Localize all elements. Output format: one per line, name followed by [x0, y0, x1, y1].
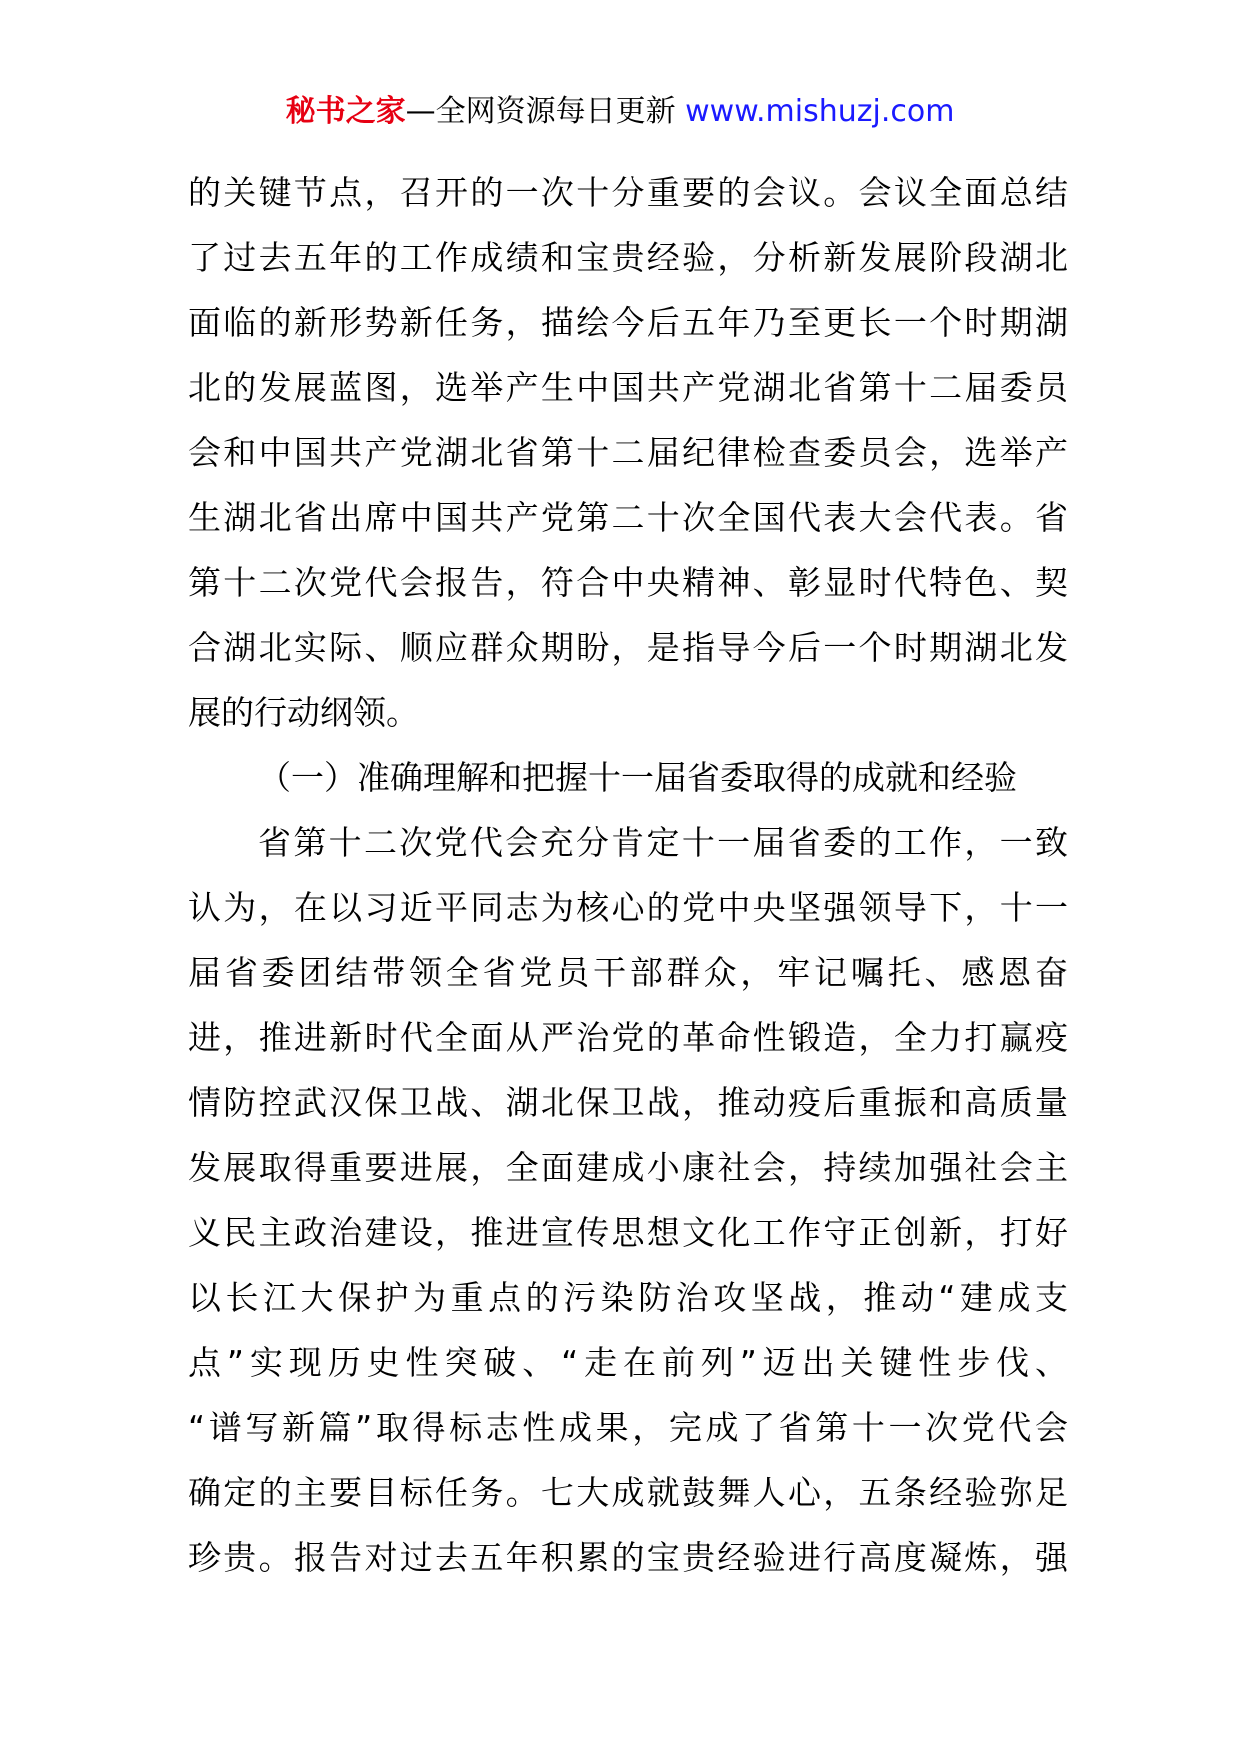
- text-line: 进，推进新时代全面从严治党的革命性锻造，全力打赢疫: [188, 1018, 1068, 1057]
- text-line: 点”实现历史性突破、“走在前列”迈出关键性步伐、: [188, 1343, 1068, 1382]
- text-line: 合湖北实际、顺应群众期盼，是指导今后一个时期湖北发: [188, 628, 1068, 667]
- text-line: 会和中国共产党湖北省第十二届纪律检查委员会，选举产: [188, 433, 1068, 472]
- text-line: 珍贵。报告对过去五年积累的宝贵经验进行高度凝炼，强: [188, 1538, 1068, 1577]
- document-body: [188, 160, 1068, 1590]
- header-tagline: —全网资源每日更新: [405, 94, 686, 129]
- paragraph-first-line: 省第十二次党代会充分肯定十一届省委的工作，一致: [258, 823, 1068, 862]
- text-line: “谱写新篇”取得标志性成果，完成了省第十一次党代会: [188, 1408, 1068, 1447]
- text-line: 义民主政治建设，推进宣传思想文化工作守正创新，打好: [188, 1213, 1068, 1252]
- brand-name: 秘书之家: [285, 94, 406, 129]
- text-line: 北的发展蓝图，选举产生中国共产党湖北省第十二届委员: [188, 368, 1068, 407]
- site-link[interactable]: www.mishuzj.com: [685, 94, 955, 129]
- page-header: [0, 92, 1240, 132]
- text-line: 了过去五年的工作成绩和宝贵经验，分析新发展阶段湖北: [188, 238, 1068, 277]
- text-line: 第十二次党代会报告，符合中央精神、彰显时代特色、契: [188, 563, 1068, 602]
- text-line: 生湖北省出席中国共产党第二十次全国代表大会代表。省: [188, 498, 1068, 537]
- text-line: 发展取得重要进展，全面建成小康社会，持续加强社会主: [188, 1148, 1068, 1187]
- text-line: 确定的主要目标任务。七大成就鼓舞人心，五条经验弥足: [188, 1473, 1068, 1512]
- section-heading: （一）准确理解和把握十一届省委取得的成就和经验: [258, 758, 1017, 797]
- text-line: 届省委团结带领全省党员干部群众，牢记嘱托、感恩奋: [188, 953, 1068, 992]
- text-line: 面临的新形势新任务，描绘今后五年乃至更长一个时期湖: [188, 303, 1068, 342]
- text-line: 认为，在以习近平同志为核心的党中央坚强领导下，十一: [188, 888, 1068, 927]
- text-line: 展的行动纲领。: [188, 693, 419, 732]
- text-line: 以长江大保护为重点的污染防治攻坚战，推动“建成支: [188, 1278, 1068, 1317]
- text-line: 的关键节点，召开的一次十分重要的会议。会议全面总结: [188, 173, 1068, 212]
- text-line: 情防控武汉保卫战、湖北保卫战，推动疫后重振和高质量: [188, 1083, 1068, 1122]
